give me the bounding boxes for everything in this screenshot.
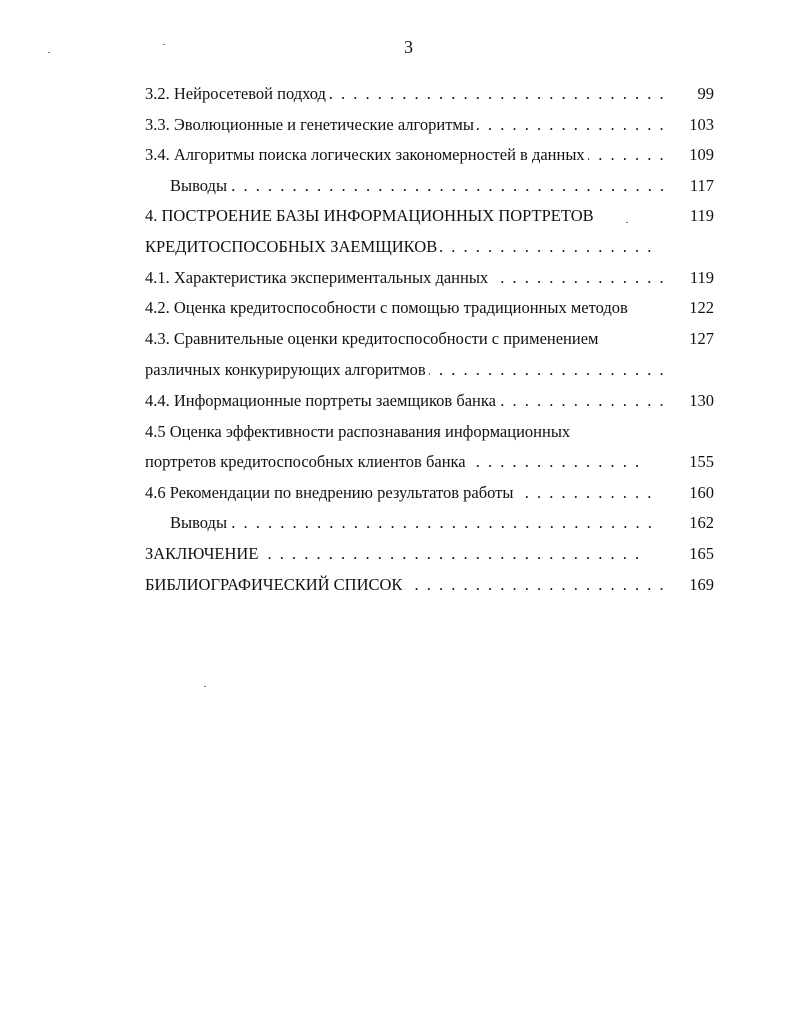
toc-entry-page: 162	[689, 513, 714, 532]
toc-entry-title: Выводы	[170, 176, 230, 195]
toc-entry-title: 4.5 Оценка эффективности распознавания информационных	[145, 422, 573, 441]
toc-entry-title: 4.4. Информационные портреты заемщиков банка	[145, 391, 499, 410]
toc-entry-title: 3.4. Алгоритмы поиска логических закономерностей в данных	[145, 145, 588, 164]
toc-entry-page: 127	[689, 329, 714, 348]
toc-entry-4-5-cont	[145, 450, 641, 474]
toc-entry-page: 103	[689, 115, 714, 134]
toc-entry-page: 160	[689, 483, 714, 502]
toc-entry-page: 122	[689, 298, 714, 317]
scan-speck	[48, 52, 50, 53]
toc-entry-4-2	[145, 296, 671, 320]
toc-entry-conclusion	[145, 542, 647, 566]
toc-entry-chapter-4-cont	[145, 235, 655, 259]
toc-entry-title: 4. ПОСТРОЕНИЕ БАЗЫ ИНФОРМАЦИОННЫХ ПОРТРЕТОВ	[145, 206, 597, 225]
toc-entry-page: 130	[689, 391, 714, 410]
toc-entry-page: 119	[689, 268, 714, 287]
toc-entry-chapter-4	[145, 204, 671, 228]
scan-speck	[163, 44, 165, 45]
leader-dots	[170, 174, 671, 198]
toc-entry-3-2	[145, 82, 671, 106]
toc-entry-4-3	[145, 327, 671, 351]
toc-entry-title: портретов кредитоспособных клиентов банка	[145, 452, 469, 471]
toc-entry-title: 4.2. Оценка кредитоспособности с помощью традиционных методов	[145, 298, 631, 317]
toc-entry-title: 3.3. Эволюционные и генетические алгоритмы	[145, 115, 477, 134]
toc-entry-bibliography	[145, 573, 665, 597]
toc-entry-page: 119	[689, 206, 714, 225]
leader-dots	[170, 511, 658, 535]
toc-entry-conclusions-4	[170, 511, 658, 535]
page-number: 3	[404, 37, 413, 57]
toc-entry-4-4	[145, 389, 671, 413]
toc-entry-page: 109	[689, 145, 714, 164]
toc-entry-title: Выводы	[170, 513, 230, 532]
toc-entry-page: 117	[689, 176, 714, 195]
toc-entry-title: ЗАКЛЮЧЕНИЕ	[145, 544, 261, 563]
toc-entry-title: 4.3. Сравнительные оценки кредитоспособности с применением	[145, 329, 601, 348]
toc-entry-title: различных конкурирующих алгоритмов	[145, 360, 429, 379]
toc-entry-3-3	[145, 113, 671, 137]
toc-entry-page: 99	[697, 84, 714, 103]
toc-entry-4-3-cont	[145, 358, 671, 382]
toc-entry-page: 155	[689, 452, 714, 471]
toc-entry-conclusions-3	[170, 174, 671, 198]
toc-entry-3-4	[145, 143, 671, 167]
toc-entry-4-5	[145, 420, 671, 444]
toc-entry-title: 4.1. Характеристика экспериментальных данных	[145, 268, 491, 287]
toc-entry-title: КРЕДИТОСПОСОБНЫХ ЗАЕМЩИКОВ	[145, 237, 440, 256]
toc-entry-4-1	[145, 266, 671, 290]
toc-entry-4-6	[145, 481, 655, 505]
scan-speck	[626, 222, 628, 223]
scan-speck	[204, 686, 206, 687]
toc-entry-page: 169	[689, 575, 714, 594]
toc-entry-page: 165	[689, 544, 714, 563]
toc-entry-title: БИБЛИОГРАФИЧЕСКИЙ СПИСОК	[145, 575, 405, 594]
toc-entry-title: 3.2. Нейросетевой подход	[145, 84, 329, 103]
toc-entry-title: 4.6 Рекомендации по внедрению результатов работы	[145, 483, 516, 502]
